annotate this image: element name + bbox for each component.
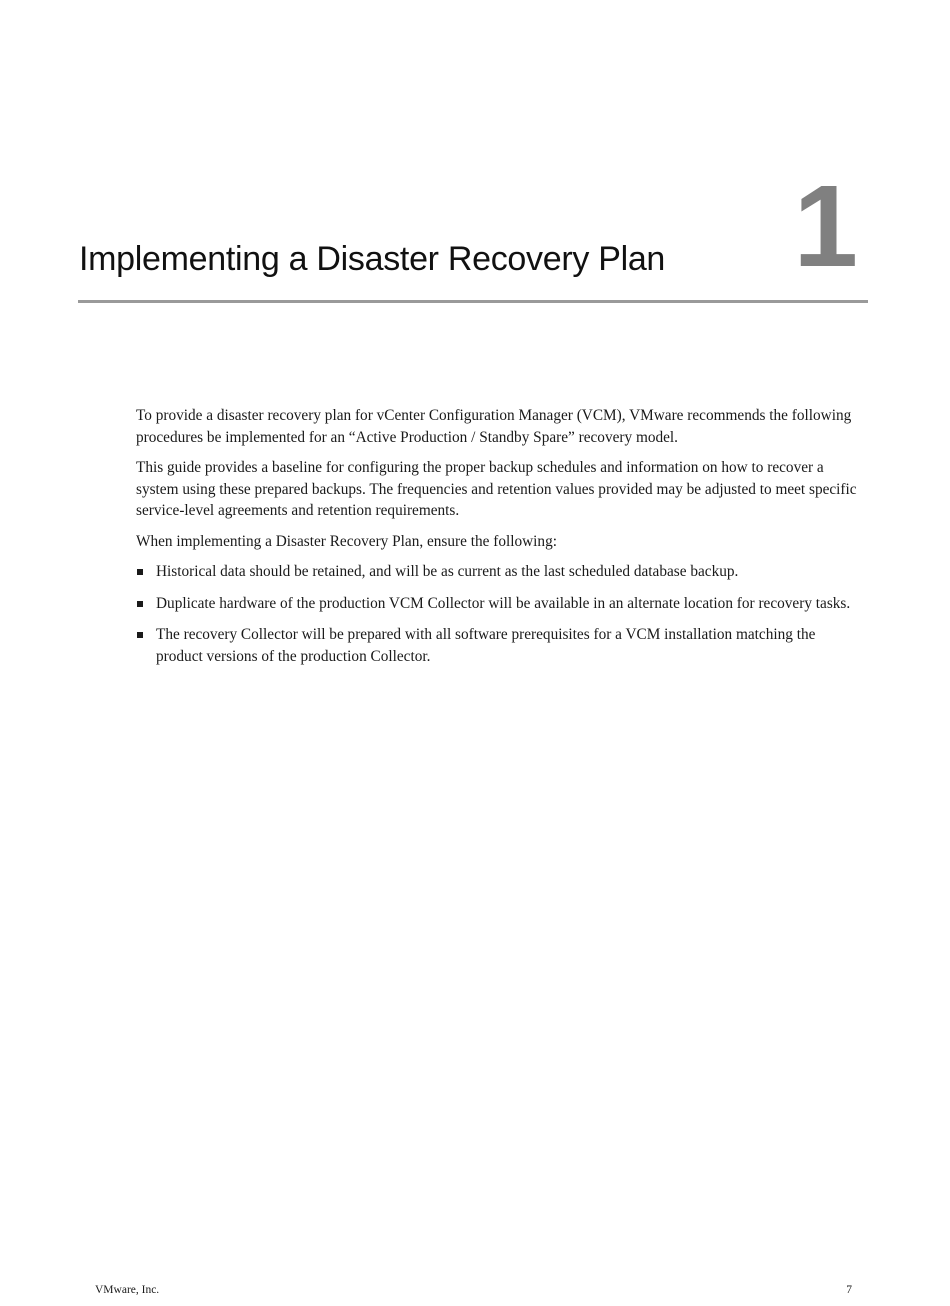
requirements-list	[136, 561, 861, 667]
title-divider	[78, 300, 868, 303]
list-item-text: Duplicate hardware of the production VCM Collector will be available in an alternate location for recovery tasks.	[156, 594, 851, 612]
body-text	[136, 405, 861, 677]
list-item-text: The recovery Collector will be prepared with all software prerequisites for a VCM installation matching the product versions of the production Collector.	[156, 626, 816, 665]
chapter-title: Implementing a Disaster Recovery Plan	[79, 240, 666, 278]
footer-page-number: 7	[846, 1284, 852, 1296]
list-item	[136, 593, 861, 615]
baseline-paragraph: This guide provides a baseline for configuring the proper backup schedules and information on how to recover a system using these prepared backups. The frequencies and retention values provided may be adjusted to meet specific service-level agreements and retention requirements.	[136, 459, 857, 519]
ensure-paragraph: When implementing a Disaster Recovery Plan, ensure the following:	[136, 532, 557, 550]
intro-paragraph: To provide a disaster recovery plan for vCenter Configuration Manager (VCM), VMware recommends the following procedures be implemented for an “Active Production / Standby Spare” recovery model.	[136, 407, 852, 446]
list-item	[136, 561, 861, 583]
square-bullet-icon	[137, 632, 143, 638]
list-item-text: Historical data should be retained, and will be as current as the last scheduled database backup.	[156, 563, 739, 580]
square-bullet-icon	[137, 569, 143, 575]
list-item	[136, 624, 861, 667]
footer-company: VMware, Inc.	[95, 1284, 160, 1296]
chapter-number: 1	[793, 161, 858, 291]
square-bullet-icon	[137, 601, 143, 607]
